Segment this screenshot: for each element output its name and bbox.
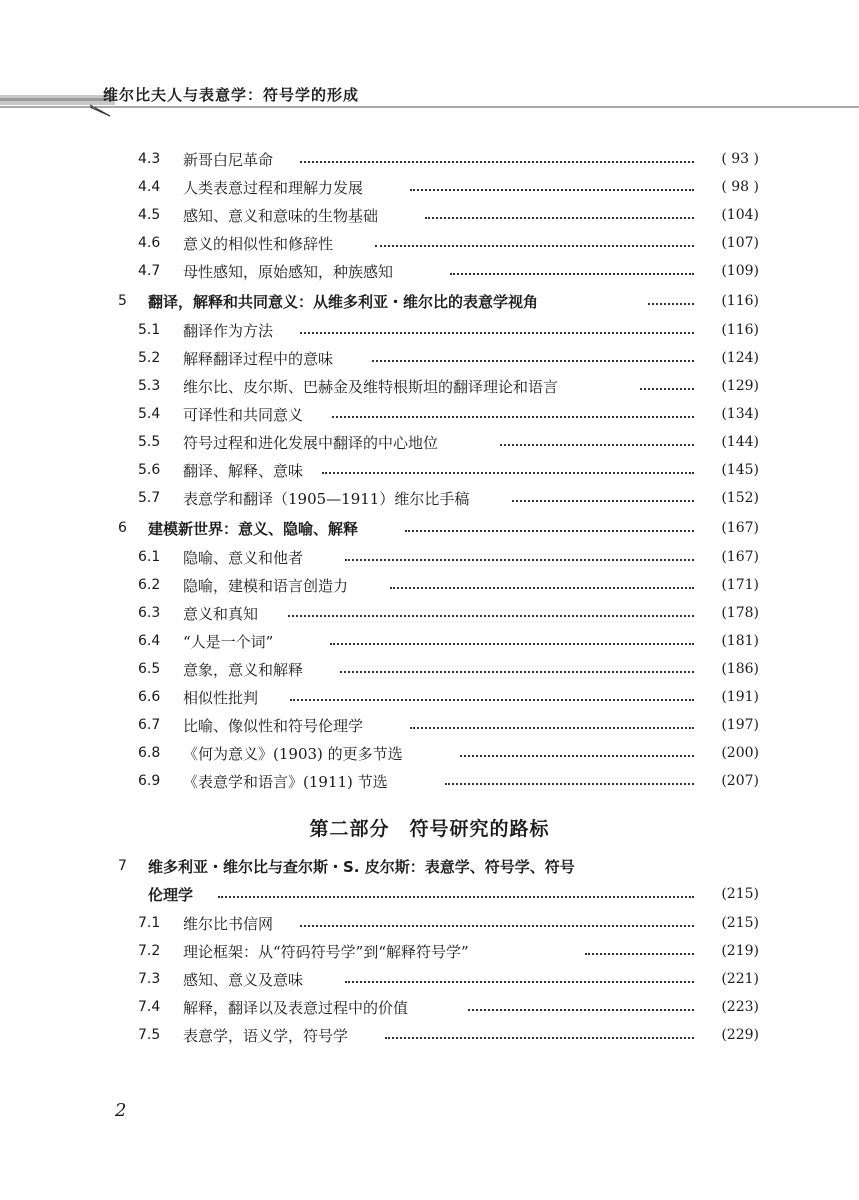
- leader-dots: [340, 655, 694, 683]
- toc-entry-5-2[interactable]: [0, 344, 859, 372]
- section-title: 维尔比、皮尔斯、巴赫金及维特根斯坦的翻译理论和语言: [183, 377, 559, 396]
- leader-dots: [640, 372, 694, 400]
- section-number: 5.1: [138, 322, 161, 338]
- leader-dots: [330, 627, 694, 655]
- toc-entry-7-4[interactable]: [0, 993, 859, 1021]
- section-title: 解释，翻译以及表意过程中的价值: [183, 998, 409, 1017]
- section-number: 4.7: [138, 263, 161, 279]
- section-title: 母性感知，原始感知，种族感知: [183, 262, 394, 281]
- section-title: 符号过程和进化发展中翻译的中心地位: [183, 433, 439, 452]
- section-number: 6.2: [138, 577, 161, 593]
- page-number: (167): [721, 549, 759, 565]
- section-number: 7.1: [138, 915, 161, 931]
- leader-dots: [322, 456, 694, 484]
- toc-entry-5-4[interactable]: [0, 400, 859, 428]
- toc-chapter-7-continued[interactable]: [0, 880, 859, 908]
- page-number: (129): [721, 378, 759, 394]
- chapter-number: 5: [118, 293, 127, 309]
- leader-dots: [445, 767, 694, 795]
- section-title: 表意学，语义学，符号学: [183, 1026, 349, 1045]
- page-number: (197): [721, 717, 759, 733]
- section-number: 5.3: [138, 378, 161, 394]
- toc-entry-7-5[interactable]: [0, 1021, 859, 1049]
- toc-entry-5-5[interactable]: [0, 428, 859, 456]
- page-folio: 2: [115, 1100, 127, 1121]
- section-number: 5.5: [138, 434, 161, 450]
- section-title: 表意学和翻译（1905—1911）维尔比手稿: [183, 489, 470, 508]
- leader-dots: [450, 257, 694, 285]
- section-number: 6.1: [138, 549, 161, 565]
- running-title: 维尔比夫人与表意学：符号学的形成: [103, 86, 360, 104]
- section-number: 6.3: [138, 605, 161, 621]
- page-number: (178): [721, 605, 759, 621]
- toc-entry-6-2[interactable]: [0, 571, 859, 599]
- section-title: 《何为意义》(1903) 的更多节选: [183, 744, 403, 763]
- leader-dots: [375, 229, 694, 257]
- chapter-number: 6: [118, 520, 127, 536]
- leader-dots: [425, 201, 694, 229]
- toc-entry-7-1[interactable]: [0, 909, 859, 937]
- section-title: 翻译、解释、意味: [183, 461, 304, 480]
- page-number: (229): [721, 1027, 759, 1043]
- section-title: 隐喻，建模和语言创造力: [183, 576, 349, 595]
- chapter-title-continued: 伦理学: [148, 885, 194, 904]
- page-number: (221): [721, 971, 759, 987]
- toc-entry-5-3[interactable]: [0, 372, 859, 400]
- page-number: (134): [721, 406, 759, 422]
- chapter-title: 建模新世界：意义、隐喻、解释: [148, 519, 359, 538]
- toc-entry-4-6[interactable]: [0, 229, 859, 257]
- page-number: (116): [721, 293, 759, 309]
- leader-dots: [288, 599, 694, 627]
- leader-dots: [468, 993, 694, 1021]
- section-number: 6.9: [138, 773, 161, 789]
- leader-dots: [290, 683, 694, 711]
- toc-entry-5-6[interactable]: [0, 456, 859, 484]
- part-heading: 第二部分 符号研究的路标: [309, 818, 550, 840]
- leader-dots: [460, 739, 694, 767]
- toc-entry-6-7[interactable]: [0, 711, 859, 739]
- toc-chapter-6[interactable]: [0, 514, 859, 542]
- section-number: 7.3: [138, 971, 161, 987]
- leader-dots: [585, 937, 694, 965]
- section-title: 比喻、像似性和符号伦理学: [183, 716, 364, 735]
- page-number: (167): [721, 520, 759, 536]
- toc-entry-6-8[interactable]: [0, 739, 859, 767]
- section-title: 解释翻译过程中的意味: [183, 349, 334, 368]
- section-number: 4.5: [138, 207, 161, 223]
- section-title: “人是一个词”: [183, 632, 274, 651]
- section-title: 感知、意义及意味: [183, 970, 304, 989]
- page-number: (181): [721, 633, 759, 649]
- section-title: 意义和真知: [183, 604, 259, 623]
- chapter-title: 维多利亚・维尔比与查尔斯・S. 皮尔斯：表意学、符号学、符号: [148, 857, 575, 876]
- section-title: 新哥白尼革命: [183, 150, 274, 169]
- section-title: 维尔比书信网: [183, 914, 274, 933]
- leader-dots: [410, 173, 694, 201]
- section-number: 7.5: [138, 1027, 161, 1043]
- toc-entry-5-7[interactable]: [0, 484, 859, 512]
- toc-entry-4-5[interactable]: [0, 201, 859, 229]
- section-title: 意义的相似性和修辞性: [183, 234, 334, 253]
- page-number: (145): [721, 462, 759, 478]
- section-title: 意象，意义和解释: [183, 660, 304, 679]
- section-number: 4.4: [138, 179, 161, 195]
- chapter-title: 翻译，解释和共同意义：从维多利亚・维尔比的表意学视角: [148, 292, 539, 311]
- page-number: (116): [721, 322, 759, 338]
- leader-dots: [345, 965, 694, 993]
- section-number: 6.7: [138, 717, 161, 733]
- section-number: 5.2: [138, 350, 161, 366]
- leader-dots: [300, 316, 694, 344]
- section-number: 4.3: [138, 151, 161, 167]
- leader-dots: [512, 484, 694, 512]
- section-title: 可译性和共同意义: [183, 405, 304, 424]
- leader-dots: [410, 711, 694, 739]
- page-number: (171): [721, 577, 759, 593]
- page-number: (223): [721, 999, 759, 1015]
- page-number: (186): [721, 661, 759, 677]
- leader-dots: [385, 1021, 694, 1049]
- leader-dots: [345, 543, 694, 571]
- page-number: ( 98 ): [721, 179, 759, 195]
- section-number: 5.4: [138, 406, 161, 422]
- page-number: (219): [721, 943, 759, 959]
- section-title: 感知、意义和意味的生物基础: [183, 206, 379, 225]
- section-number: 6.6: [138, 689, 161, 705]
- leader-dots: [332, 400, 694, 428]
- toc-entry-6-6[interactable]: [0, 683, 859, 711]
- toc-entry-6-1[interactable]: [0, 543, 859, 571]
- leader-dots: [390, 571, 694, 599]
- section-number: 5.6: [138, 462, 161, 478]
- toc-entry-4-7[interactable]: [0, 257, 859, 285]
- section-title: 人类表意过程和理解力发展: [183, 178, 364, 197]
- section-title: 理论框架：从“符码符号学”到“解释符号学”: [183, 942, 469, 961]
- section-number: 6.5: [138, 661, 161, 677]
- section-title: 相似性批判: [183, 688, 259, 707]
- page-number: (144): [721, 434, 759, 450]
- toc-entry-5-1[interactable]: [0, 316, 859, 344]
- toc-entry-4-4[interactable]: [0, 173, 859, 201]
- leader-dots: [405, 514, 694, 542]
- toc-entry-6-9[interactable]: [0, 767, 859, 795]
- section-title: 翻译作为方法: [183, 321, 274, 340]
- page-number: (152): [721, 490, 759, 506]
- toc-entry-6-3[interactable]: [0, 599, 859, 627]
- section-number: 7.2: [138, 943, 161, 959]
- page-number: (215): [721, 915, 759, 931]
- leader-dots: [500, 428, 694, 456]
- section-title: 《表意学和语言》(1911) 节选: [183, 772, 388, 791]
- page-number: (207): [721, 773, 759, 789]
- section-number: 4.6: [138, 235, 161, 251]
- toc-chapter-7[interactable]: [0, 852, 859, 880]
- page-number: (109): [721, 263, 759, 279]
- page-number: (104): [721, 207, 759, 223]
- section-number: 5.7: [138, 490, 161, 506]
- chapter-number: 7: [118, 858, 127, 874]
- page-number: (107): [721, 235, 759, 251]
- leader-dots: [648, 287, 694, 315]
- toc-entry-7-3[interactable]: [0, 965, 859, 993]
- toc-chapter-5[interactable]: [0, 287, 859, 315]
- page-number: ( 93 ): [721, 151, 759, 167]
- leader-dots: [300, 145, 694, 173]
- page-number: (215): [721, 886, 759, 902]
- section-title: 隐喻、意义和他者: [183, 548, 304, 567]
- toc-entry-4-3[interactable]: [0, 145, 859, 173]
- page-number: (124): [721, 350, 759, 366]
- page-number: (191): [721, 689, 759, 705]
- leader-dots: [300, 909, 694, 937]
- section-number: 7.4: [138, 999, 161, 1015]
- leader-dots: [372, 344, 694, 372]
- page-number: (200): [721, 745, 759, 761]
- leader-dots: [218, 880, 694, 908]
- toc-entry-6-4[interactable]: [0, 627, 859, 655]
- section-number: 6.8: [138, 745, 161, 761]
- toc-entry-7-2[interactable]: [0, 937, 859, 965]
- section-number: 6.4: [138, 633, 161, 649]
- toc-entry-6-5[interactable]: [0, 655, 859, 683]
